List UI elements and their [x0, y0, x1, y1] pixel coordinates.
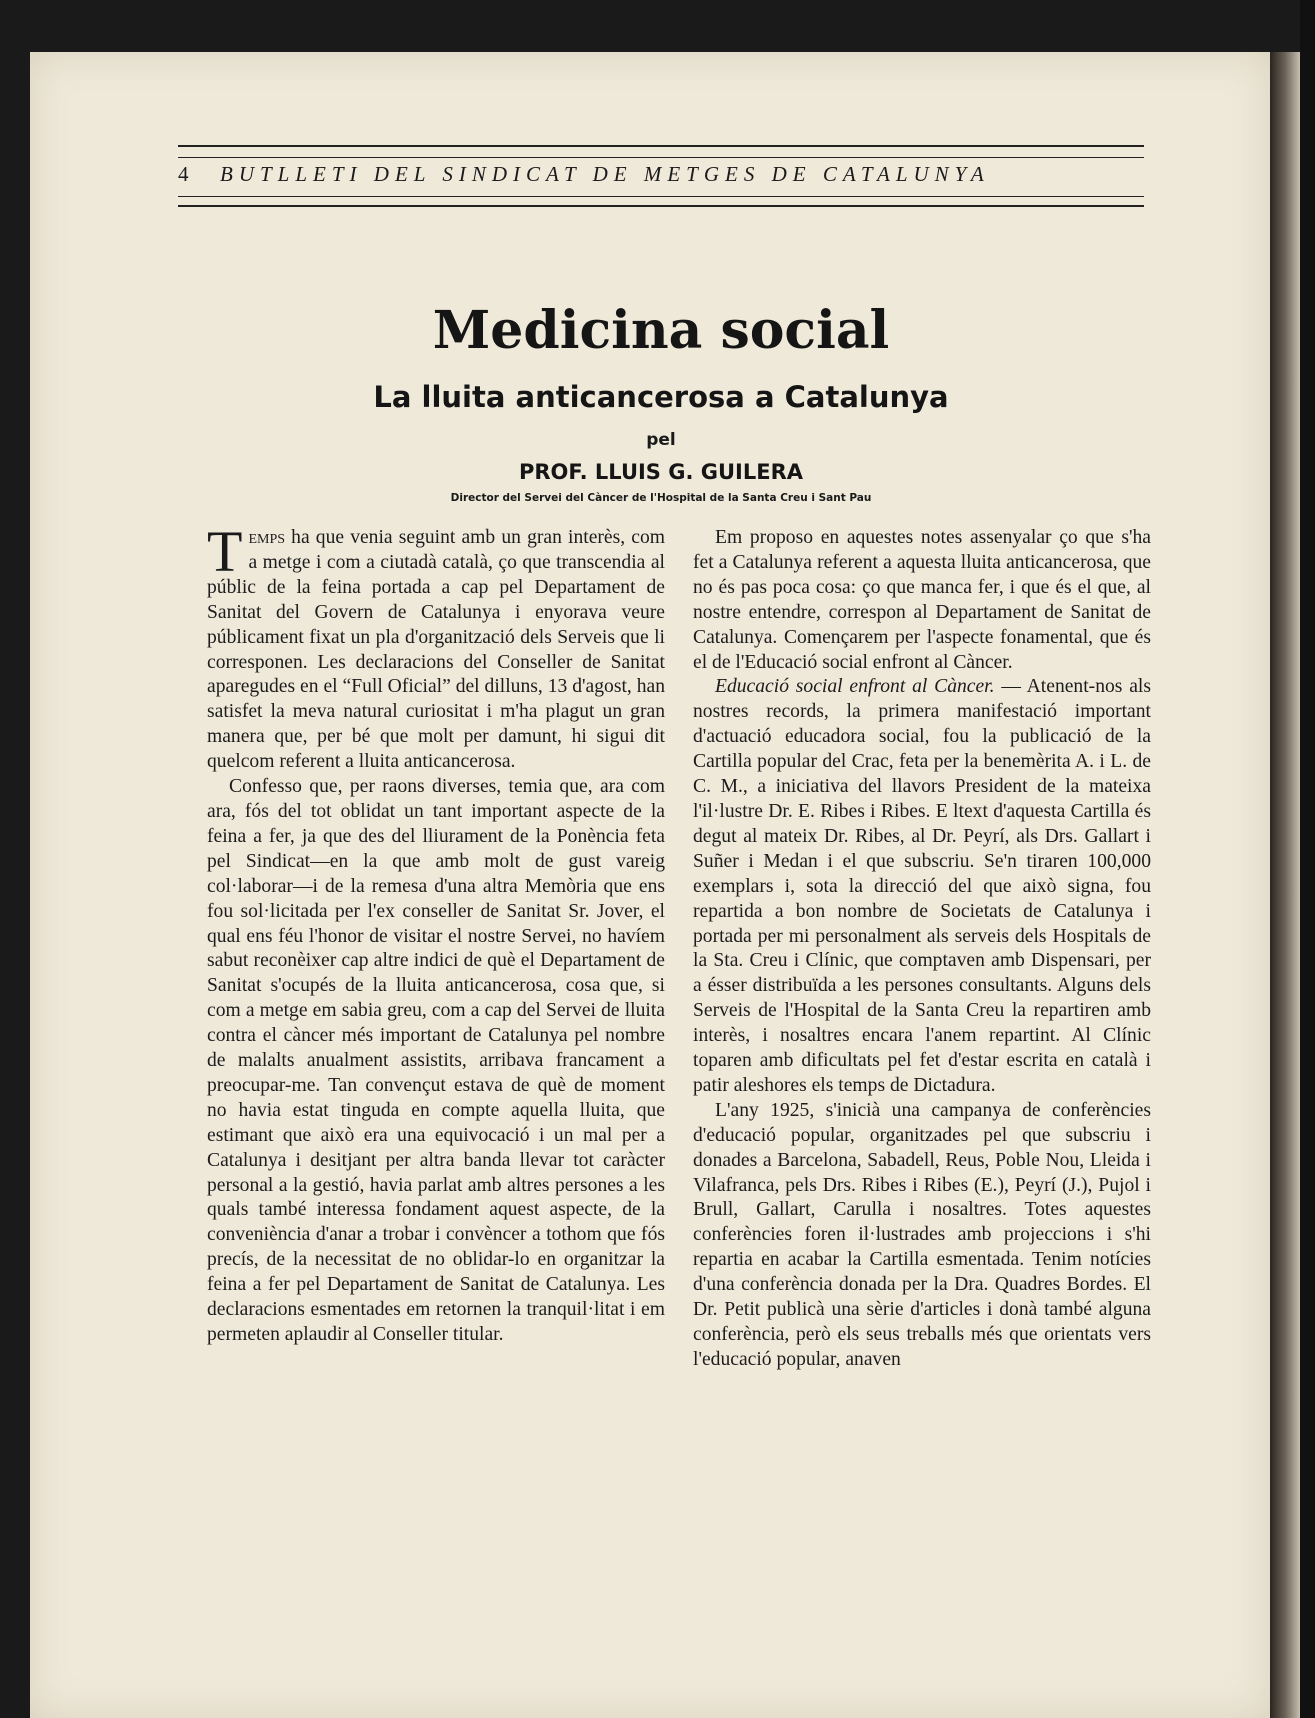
- lead-in: emps: [248, 527, 286, 548]
- drop-cap: T: [207, 519, 243, 584]
- running-header-line: [178, 162, 1144, 192]
- author-affiliation: Director del Servei del Càncer de l'Hospital de la Santa Creu i Sant Pau: [450, 492, 872, 504]
- byline-pel: pel: [646, 430, 676, 450]
- scan-edge: [1300, 0, 1315, 1718]
- page-number: 4: [178, 162, 189, 186]
- paragraph-text: — Atenent-nos als nostres records, la primera manifestació important d'actuació educadora social, fou la publicació de la Cartilla popular del Crac, feta per la benemèrita A. i L. de C. M., a iniciativa del llavors President de la mateixa l'il·lustre Dr. E. Ribes i Ribes. E ltext d'aquesta Cartilla és degut al mateix Dr. Ribes, al Dr. Peyrí, als Drs. Gallart i Suñer i Medan i el que subscriu. Se'n tiraren 100,000 exemplars i, sota la direcció del que això signa, fou repartida a bon nombre de Societats de Catalunya i portada per mi personalment als serveis dels Hospitals de la Sta. Creu i Clínic, que comptaven amb Dispensari, per a ésser distribuïda a les persones consultants. Alguns dels Serveis de l'Hospital de la Santa Creu la repartiren amb interès, i nosaltres encara l'anem repartint. Al Clínic toparen amb dificultats pel fet d'estar escrita en català i patir aleshores els temps de Dictadura.: [693, 676, 1151, 1096]
- running-title: BUTLLETI DEL SINDICAT DE METGES DE CATALUNYA: [220, 162, 990, 186]
- article-author: PROF. LLUIS G. GUILERA: [518, 460, 804, 484]
- header-rule-bottom: [178, 196, 1144, 207]
- article-subtitle: La lluita anticancerosa a Catalunya: [373, 380, 949, 414]
- left-column: [207, 519, 665, 1348]
- paragraph: L'any 1925, s'inicià una campanya de conferències d'educació popular, organitzades pel que subscriu i donades a Barcelona, Sabadell, Reus, Poble Nou, Lleida i Vilafranca, pels Drs. Ribes i Ribes (E.), Peyrí (J.), Pujol i Brull, Gallart, Carulla i nosaltres. Totes aquestes conferències foren il·lustrades amb projeccions i s'hi repartia en acabar la Cartilla esmentada. Tenim notícies d'una conferència donada per la Dra. Quadres Bordes. El Dr. Petit publicà una sèrie d'articles i donà també alguna conferència, però els seus treballs més que orientats vers l'educació popular, anaven: [693, 1099, 1151, 1370]
- right-column: [693, 526, 1151, 1373]
- paragraph-text: ha que venia seguint amb un gran interès, com a metge i com a ciutadà català, ço que transcendia al públic de la feina portada a cap pel Departament de Sanitat del Govern de Catalunya i enyorava veure públicament fixat un pla d'organització dels Serveis que li corresponen. Les declaracions del Conseller de Sanitat aparegudes en el “Full Oficial” del dilluns, 13 d'agost, han satisfet la meva natural curiositat i m'ha plagut un gran manera que, per bé que molt per damunt, hi sigui dit quelcom referent a lluita anticancerosa.: [207, 527, 665, 773]
- paragraph: Em proposo en aquestes notes assenyalar ço que s'ha fet a Catalunya referent a aquesta lluita anticancerosa, que no és pas poca cosa: ço que manca fer, i que és el que, al nostre entendre, correspon al Departament de Sanitat de Catalunya. Començarem per l'aspecte fonamental, que és el de l'Educació social enfront al Càncer.: [693, 527, 1151, 673]
- running-header: [178, 145, 1144, 207]
- article-title: Medicina social: [432, 300, 890, 361]
- paragraph: [693, 675, 1151, 1098]
- paragraph: Confesso que, per raons diverses, temia que, ara com ara, fós del tot oblidat un tant important aspecte de la feina a fer, ja que des del lliurament de la Ponència feta pel Sindicat—en la que amb molt de gust vareig col·laborar—i de la remesa d'una altra Memòria que ens fou sol·licitada per l'ex conseller de Sanitat Sr. Jover, el qual ens féu l'honor de visitar el nostre Servei, no havíem sabut reconèixer cap altre indici de què el Departament de Sanitat s'ocupés de la lluita anticancerosa, cosa que, si com a metge em sabia greu, com a cap del Servei de lluita contra el càncer més important de Catalunya pel nombre de malalts anualment assistits, arribava francament a preocupar-me. Tan convençut estava de què de moment no havia estat tinguda en compte aquella lluita, que estimant que això era una equivocació i un mal per a Catalunya i desitjant per altra banda llevar tot caràcter personal a la gestió, havia parlat amb altres persones a les quals també interessa fondament aquest aspecte, de la conveniència d'anar a trobar i convèncer a tothom que fós precís, de la necessitat de no oblidar-lo en organitzar la feina a fer pel Departament de Sanitat de Catalunya. Les declaracions esmentades em retornen la tranquil·litat i em permeten aplaudir al Conseller titular.: [207, 776, 665, 1345]
- header-rule-top: [178, 145, 1144, 158]
- paragraph: [207, 519, 665, 775]
- section-heading: Educació social enfront al Càncer.: [715, 676, 995, 698]
